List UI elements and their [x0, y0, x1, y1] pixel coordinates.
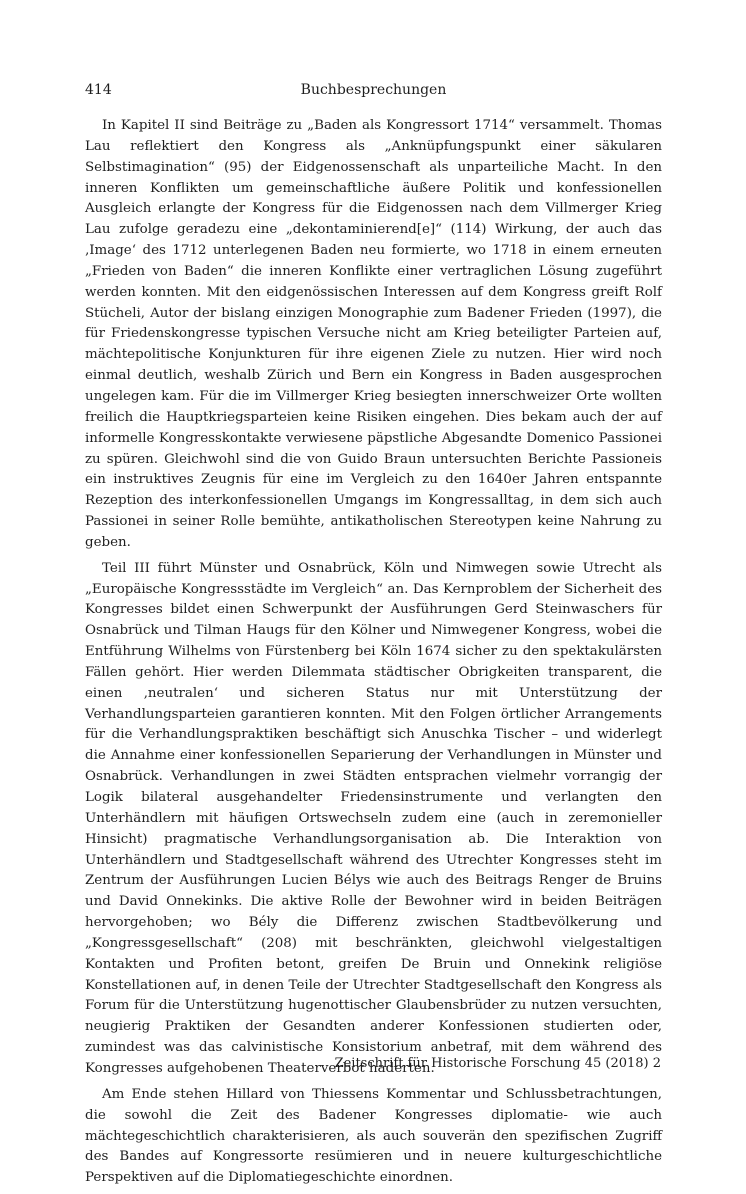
paragraph: Teil III führt Münster und Osnabrück, Köln und Nimwegen sowie Utrecht als „Europäische Kongressstädte im Vergleich“ an. Das Kernproblem der Sicherheit des Kongresses bildet einen Schwerpunkt der Ausführungen Gerd Steinwaschers für Osnabrück und Tilman Haugs für den Kölner und Nimwegener Kongress, wobei die Entführung Wilhelms von Fürstenberg bei Köln 1674 sicher zu den spektakulärsten Fällen gehört. Hier werden Dilemmata städtischer Obrigkeiten transparent, die einen ‚neutralen‘ und sicheren Status nur mit Unterstützung der Verhandlungsparteien garantieren konnten. Mit den Folgen örtlicher Arrangements für die Verhandlungspraktiken beschäftigt sich Anuschka Tischer – und widerlegt die Annahme einer konfessionellen Separierung der Verhandlungen in Münster und Osnabrück. Verhandlungen in zwei Städten entsprachen vielmehr vorrangig der Logik bilateral ausgehandelter Friedensinstrumente und verlangten den Unterhändlern mit häufigen Ortswechseln zudem eine (auch in zeremonieller Hinsicht) pragmatische Verhandlungsorganisation ab. Die Interaktion von Unterhändlern und Stadtgesellschaft während des Utrechter Kongresses steht im Zentrum der Ausführungen Lucien Bélys wie auch des Beitrags Renger de Bruins und David Onnekinks. Die aktive Rolle der Bewohner wird in beiden Beiträgen hervorgehoben; wo Bély die Differenz zwischen Stadtbevölkerung und „Kongressgesellschaft“ (208) mit beschränkten, gleichwohl vielgestaltigen Kontakten und Profiten betont, greifen De Bruin und Onnekink religiöse Konstellationen auf, in denen Teile der Utrechter Stadtgesellschaft den Kongress als Forum für die Unterstützung hugenottischer Glaubensbrüder zu nutzen versuchten, neugierig Praktiken der Gesandten anderer Konfessionen studierten oder, zumindest was das calvinistische Konsistorium anbetraf, mit dem während des Kongresses aufgehobenen Theaterverbot haderten.: [85, 560, 662, 1076]
journal-footer: Zeitschrift für Historische Forschung 45 (2018) 2: [334, 1056, 661, 1071]
paragraph: Am Ende stehen Hillard von Thiessens Kommentar und Schlussbetrachtungen, die sowohl die Zeit des Badener Kongresses diplomatie- wie auch mächtegeschichtlich charakterisieren, als auch souverän den spezifischen Zugriff des Bandes auf Kongressorte resümieren und in neuere kulturgeschichtliche Perspektiven auf die Diplomatiegeschichte einordnen.: [85, 1086, 662, 1186]
page-number: 414: [85, 82, 112, 98]
paragraph: In Kapitel II sind Beiträge zu „Baden als Kongressort 1714“ versammelt. Thomas Lau reflektiert den Kongress als „Anknüpfungspunkt einer säkularen Selbstimagination“ (95) der Eidgenossenschaft als unparteiliche Macht. In den inneren Konflikten um gemeinschaftliche äußere Politik und konfessionellen Ausgleich erlangte der Kongress für die Eidgenossen nach dem Villmerger Krieg Lau zufolge geradezu eine „dekontaminierend[e]“ (114) Wirkung, der auch das ‚Image‘ des 1712 unterlegenen Baden neu formierte, wo 1718 in einem erneuten „Frieden von Baden“ die inneren Konflikte einer vertraglichen Lösung zugeführt werden konnten. Mit den eidgenössischen Interessen auf dem Kongress greift Rolf Stücheli, Autor der bislang einzigen Monographie zum Badener Frieden (1997), die für Friedenskongresse typischen Versuche nicht am Krieg beteiligter Parteien auf, mächtepolitische Konjunkturen für ihre eigenen Ziele zu nutzen. Hier wird noch einmal deutlich, weshalb Zürich und Bern ein Kongress in Baden ausgesprochen ungelegen kam. Für die im Villmerger Krieg besiegten innerschweizer Orte wollten freilich die Hauptkriegsparteien keine Risiken eingehen. Dies bekam auch der auf informelle Kongresskontakte verwiesene päpstliche Abgesandte Domenico Passionei zu spüren. Gleichwohl sind die von Guido Braun untersuchten Berichte Passioneis ein instruktives Zeugnis für eine im Vergleich zu den 1640er Jahren entspannte Rezeption des interkonfessionellen Umgangs im Kongressalltag, in dem sich auch Passionei in seiner Rolle bemühte, antikatholischen Stereotypen keine Nahrung zu geben.: [85, 118, 662, 550]
running-head: Buchbesprechungen: [300, 82, 447, 98]
body-text: [85, 116, 662, 1194]
